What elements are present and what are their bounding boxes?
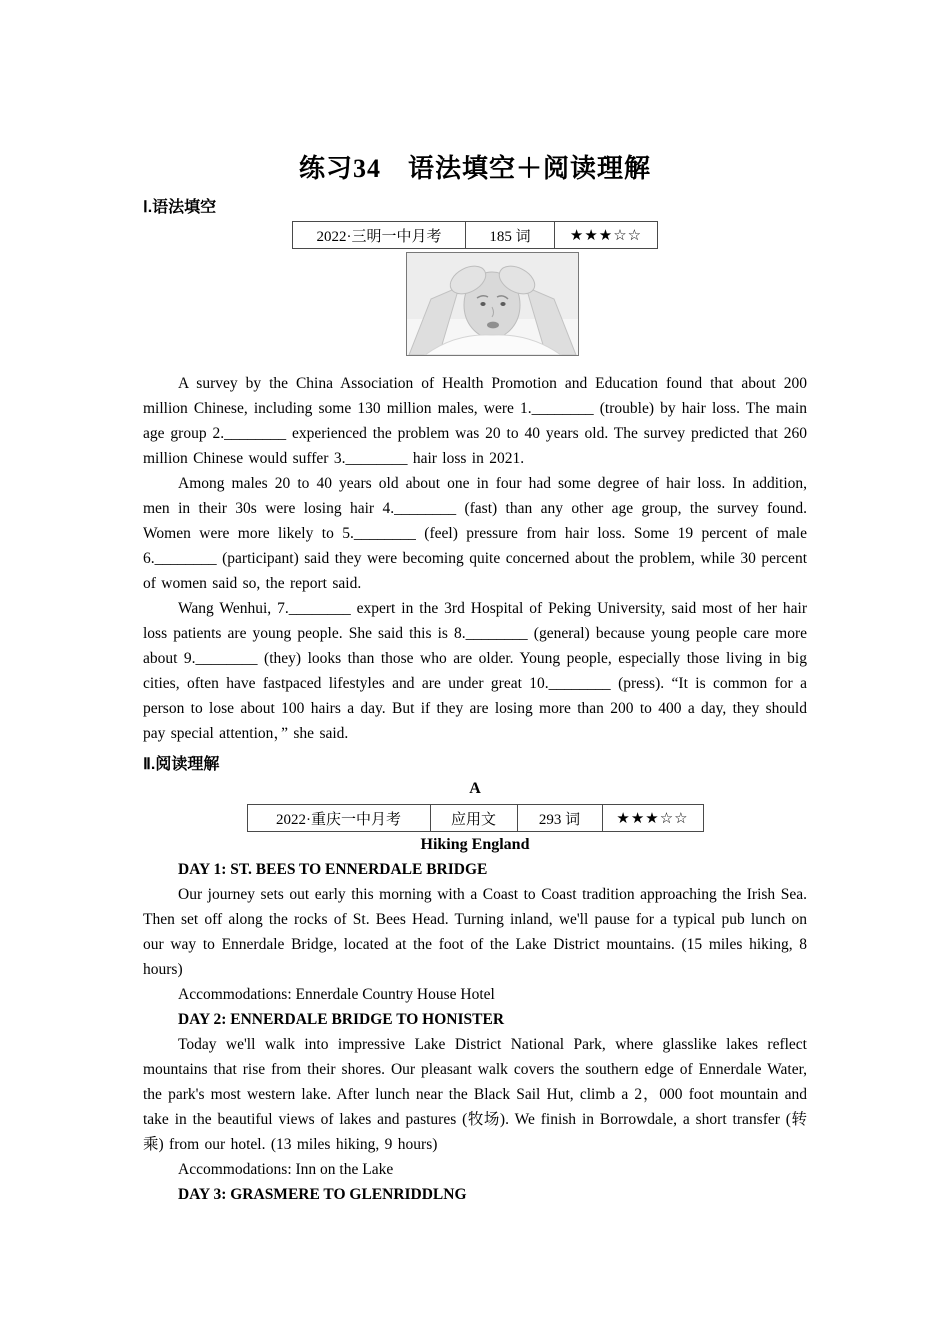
exam-source: 2022·重庆一中月考: [247, 805, 430, 832]
day2-accommodations: Accommodations: Inn on the Lake: [178, 1161, 394, 1178]
day1-body: Our journey sets out early this morning with a Coast to Coast tradition approaching the Irish Sea. Then set off along the rocks of St. Bees Head. Turning inland, we'll pause for a typical pub lunch on our way to Ennerdale Bridge, located at the foot of the Lake District mountains. (15 miles hiking, 8 hours): [143, 886, 807, 978]
table-row: [293, 222, 658, 249]
section1-heading: Ⅰ.语法填空: [143, 199, 217, 216]
grammar-paragraph-2: Among males 20 to 40 years old about one in four had some degree of hair loss. In addition, men in their 30s were losing hair 4.________ (fast) than any other age group, the survey found. Women were more likely to 5.________ (feel) pressure from hair loss. Some 19 percent of male 6.________ (participant) said they were becoming quite concerned about the problem, while 30 percent of women said so, the report said.: [143, 475, 807, 592]
table-row: [247, 805, 703, 832]
grammar-paragraph-3: Wang Wenhui, 7.________ expert in the 3rd Hospital of Peking University, said most of her hair loss patients are young people. She said this is 8.________ (general) because young people care more about 9.________ (they) looks than those who are older. Young people, especially those living in big cities, often have fastpaced lifestyles and are under great 10.________ (press). “It is common for a person to lose about 100 hairs a day. But if they are losing more than 200 to 400 a day, they should pay special attention，” she said.: [143, 600, 807, 742]
exam-source: 2022·三明一中月考: [293, 222, 466, 249]
grammar-paragraph-1: A survey by the China Association of Health Promotion and Education found that about 200 million Chinese, including some 130 million males, were 1.________ (trouble) by hair loss. The main age group 2.________ experienced the problem was 20 to 40 years old. The survey predicted that 260 million Chinese would suffer 3.________ hair loss in 2021.: [143, 375, 807, 467]
day3-heading: DAY 3: GRASMERE TO GLENRIDDLNG: [178, 1186, 467, 1203]
section2-heading: Ⅱ.阅读理解: [143, 756, 220, 773]
day2-heading: DAY 2: ENNERDALE BRIDGE TO HONISTER: [178, 1011, 505, 1028]
bald-man-illustration: [407, 253, 578, 355]
day2-body: Today we'll walk into impressive Lake District National Park, where glasslike lakes reflect mountains that rise from their shores. Our pleasant walk covers the southern edge of Ennerdale Water, the park's most western lake. After lunch near the Black Sail Hut, climb a 2，000 foot mountain and take in the beautiful views of lakes and pastures (牧场). We finish in Borrowdale, a short transfer (转乘) from our hotel. (13 miles hiking, 9 hours): [143, 1036, 807, 1153]
difficulty-stars: ★★★☆☆: [555, 222, 658, 249]
difficulty-stars: ★★★☆☆: [602, 805, 703, 832]
exercise1-meta-table: [292, 221, 658, 249]
passage-label: A: [469, 780, 481, 797]
passage-title: Hiking England: [420, 836, 530, 853]
passage-meta-table: [247, 804, 704, 832]
word-count: 293 词: [517, 805, 602, 832]
genre: 应用文: [430, 805, 517, 832]
day1-accommodations: Accommodations: Ennerdale Country House Hotel: [178, 986, 495, 1003]
word-count: 185 词: [466, 222, 555, 249]
day1-heading: DAY 1: ST. BEES TO ENNERDALE BRIDGE: [178, 861, 488, 878]
hair-loss-photo: [406, 252, 579, 356]
page-title: 练习34 语法填空＋阅读理解: [298, 154, 651, 183]
